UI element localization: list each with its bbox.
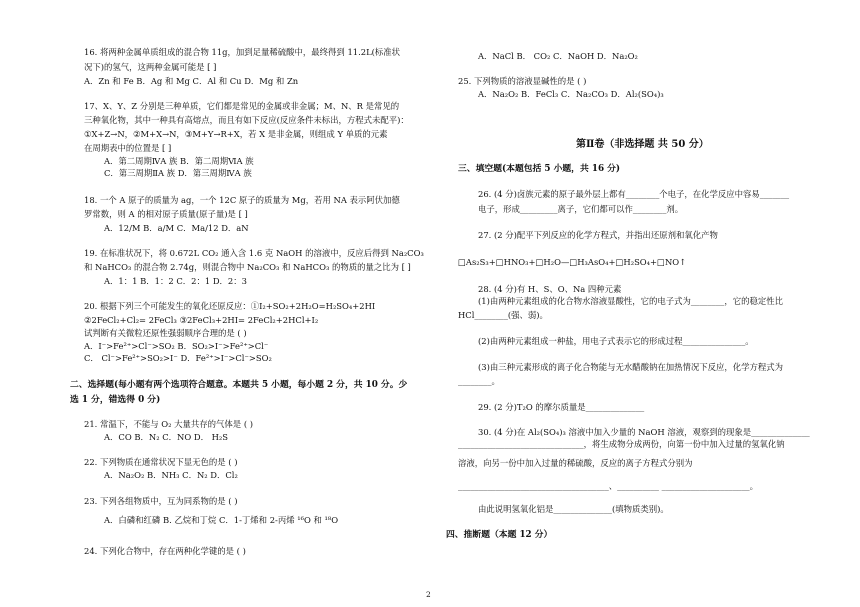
text-line: 29. (2 分)T₂O 的摩尔质量是______________	[478, 402, 645, 412]
text-line: 第Ⅱ卷（非选择题 共 50 分）	[576, 139, 709, 150]
text-line: A．CO B．N₂ C．NO D． H₂S	[104, 432, 229, 442]
text-line: 30. (4 分)在 Al₂(SO₄)₃ 溶液中加入少量的 NaOH 溶液，观察到的现象是______________	[478, 427, 810, 437]
text-line: ________。	[458, 376, 500, 386]
text-line: C．第三周期ⅡA 族 D．第三周期ⅣA 族	[104, 168, 252, 178]
text-line: 三种氧化物，其中一种具有高熔点，而且有如下反应(反应条件未标出，方程式未配平)：	[84, 115, 409, 125]
text-line: (1)由两种元素组成的化合物水溶液显酸性，它的电子式为________，它的稳定性比	[478, 296, 783, 306]
text-line: A．Na₂O₂ B．FeCl₃ C．Na₂CO₃ D．Al₂(SO₄)₃	[478, 89, 664, 99]
text-line: 16. 将两种金属单质组成的混合物 11g，加到足量稀硫酸中，最终得到 11.2L(标准状	[84, 47, 401, 57]
text-line: 四、推断题（本题 12 分）	[446, 530, 553, 540]
text-line: A．12/M B．a/M C．Ma/12 D．aN	[104, 223, 249, 233]
text-line: 三、填空题(本题包括 5 小题，共 16 分)	[458, 164, 621, 174]
text-line: A．I⁻>Fe²⁺>Cl⁻>SO₂ B．SO₂>I⁻>Fe²⁺>Cl⁻	[84, 341, 269, 351]
text-line: HCl________(强、弱)。	[458, 310, 548, 320]
text-line: 况下)的氢气，这两种金属可能是 [ ]	[84, 62, 217, 72]
text-line: 罗常数，则 A 的相对原子质量(原子量)是 [ ]	[84, 209, 248, 219]
text-line: (3)由三种元素形成的离子化合物能与无水醋酸钠在加热情况下反应，化学方程式为	[478, 362, 783, 372]
text-line: 21. 常温下，不能与 O₂ 大量共存的气体是 ( )	[84, 419, 254, 429]
text-line: ①X+Z→N，②M+X→N，③M+Y→R+X，若 X 是非金属，则组成 Y 单质的元素	[84, 129, 388, 139]
text-line: ____________________________________、__________ _____________________。	[458, 481, 758, 491]
text-line: 溶液，向另一份中加入过量的稀硫酸，反应的离子方程式分别为	[458, 458, 693, 468]
text-line: 17、X、Y、Z 分别是三种单质，它们都是常见的金属或非金属；M、N、R 是常见的	[84, 101, 400, 111]
text-line: □As₂S₃+□HNO₃+□H₂O—□H₃AsO₄+□H₂SO₄+□NO↑	[458, 257, 687, 267]
text-line: C． Cl⁻>Fe²⁺>SO₂>I⁻ D．Fe²⁺>I⁻>Cl⁻>SO₂	[84, 353, 272, 363]
text-line: 20. 根据下列三个可能发生的氧化还原反应：①I₂+SO₂+2H₂O=H₂SO₄+2HI	[84, 301, 376, 311]
text-line: 由此说明氢氧化铝是______________(填物质类别)。	[478, 504, 669, 514]
text-line: 22. 下列物质在通常状况下显无色的是 ( )	[84, 457, 238, 467]
text-line: 19. 在标准状况下，将 0.672L CO₂ 通入含 1.6 克 NaOH 的溶液中，反应后得到 Na₂CO₃	[84, 248, 424, 258]
page-number: 2	[426, 590, 431, 599]
text-line: 23. 下列各组物质中，互为同系物的是 ( )	[84, 496, 238, 506]
text-line: (2)由两种元素组成一种盐，用电子式表示它的形成过程_______________。	[478, 336, 754, 346]
text-line: 28. (4 分)有 H、S、O、Na 四种元素	[478, 284, 622, 294]
text-line: A．Zn 和 Fe B．Ag 和 Mg C．Al 和 Cu D．Mg 和 Zn	[84, 76, 299, 86]
text-line: 26. (4 分)卤族元素的原子最外层上都有________个电子，在化学反应中容易_______	[478, 189, 790, 199]
text-line: ②2FeCl₂+Cl₂= 2FeCl₃ ③2FeCl₃+2HI= 2FeCl₂+2HCl+I₂	[84, 315, 319, 325]
text-line: ______________________________，将生成物分成两份，向第一份中加入过量的氢氧化钠	[458, 439, 785, 449]
text-line: 25. 下列物质的溶液显碱性的是 ( )	[458, 76, 587, 86]
text-line: A．第二周期ⅣA 族 B．第二周期ⅥA 族	[104, 156, 254, 166]
text-line: 18. 一个 A 原子的质量为 ag，一个 12C 原子的质量为 Mg，若用 NA 表示阿伏加德	[84, 195, 400, 205]
text-line: A．Na₂O₂ B．NH₃ C．N₂ D．Cl₂	[104, 470, 238, 480]
text-line: 二、选择题(每小题有两个选项符合题意。本题共 5 小题，每小题 2 分，共 10 分。少	[70, 380, 408, 390]
text-line: A．1：1 B．1：2 C．2：1 D．2：3	[104, 276, 247, 286]
text-line: 24. 下列化合物中，存在两种化学键的是 ( )	[84, 546, 246, 556]
text-line: A．NaCl B． CO₂ C．NaOH D．Na₂O₂	[478, 51, 638, 61]
text-line: 选 1 分，错选得 0 分)	[70, 395, 161, 405]
text-line: 在周期表中的位置是 [ ]	[84, 143, 172, 153]
text-line: A．白磷和红磷 B. 乙烷和丁烷 C．1-丁烯和 2-丙烯 ¹⁶O 和 ¹⁸O	[104, 515, 339, 525]
text-line: 27. (2 分)配平下列反应的化学方程式，并指出还原剂和氧化产物	[478, 230, 718, 240]
text-line: 试判断有关微粒还原性强弱顺序合理的是 ( )	[84, 328, 247, 338]
text-line: 电子，形成_________离子，它们都可以作________剂。	[478, 204, 684, 214]
text-line: 和 NaHCO₃ 的混合物 2.74g，则混合物中 Na₂CO₃ 和 NaHCO₃ 的物质的量之比为 [ ]	[84, 262, 411, 272]
